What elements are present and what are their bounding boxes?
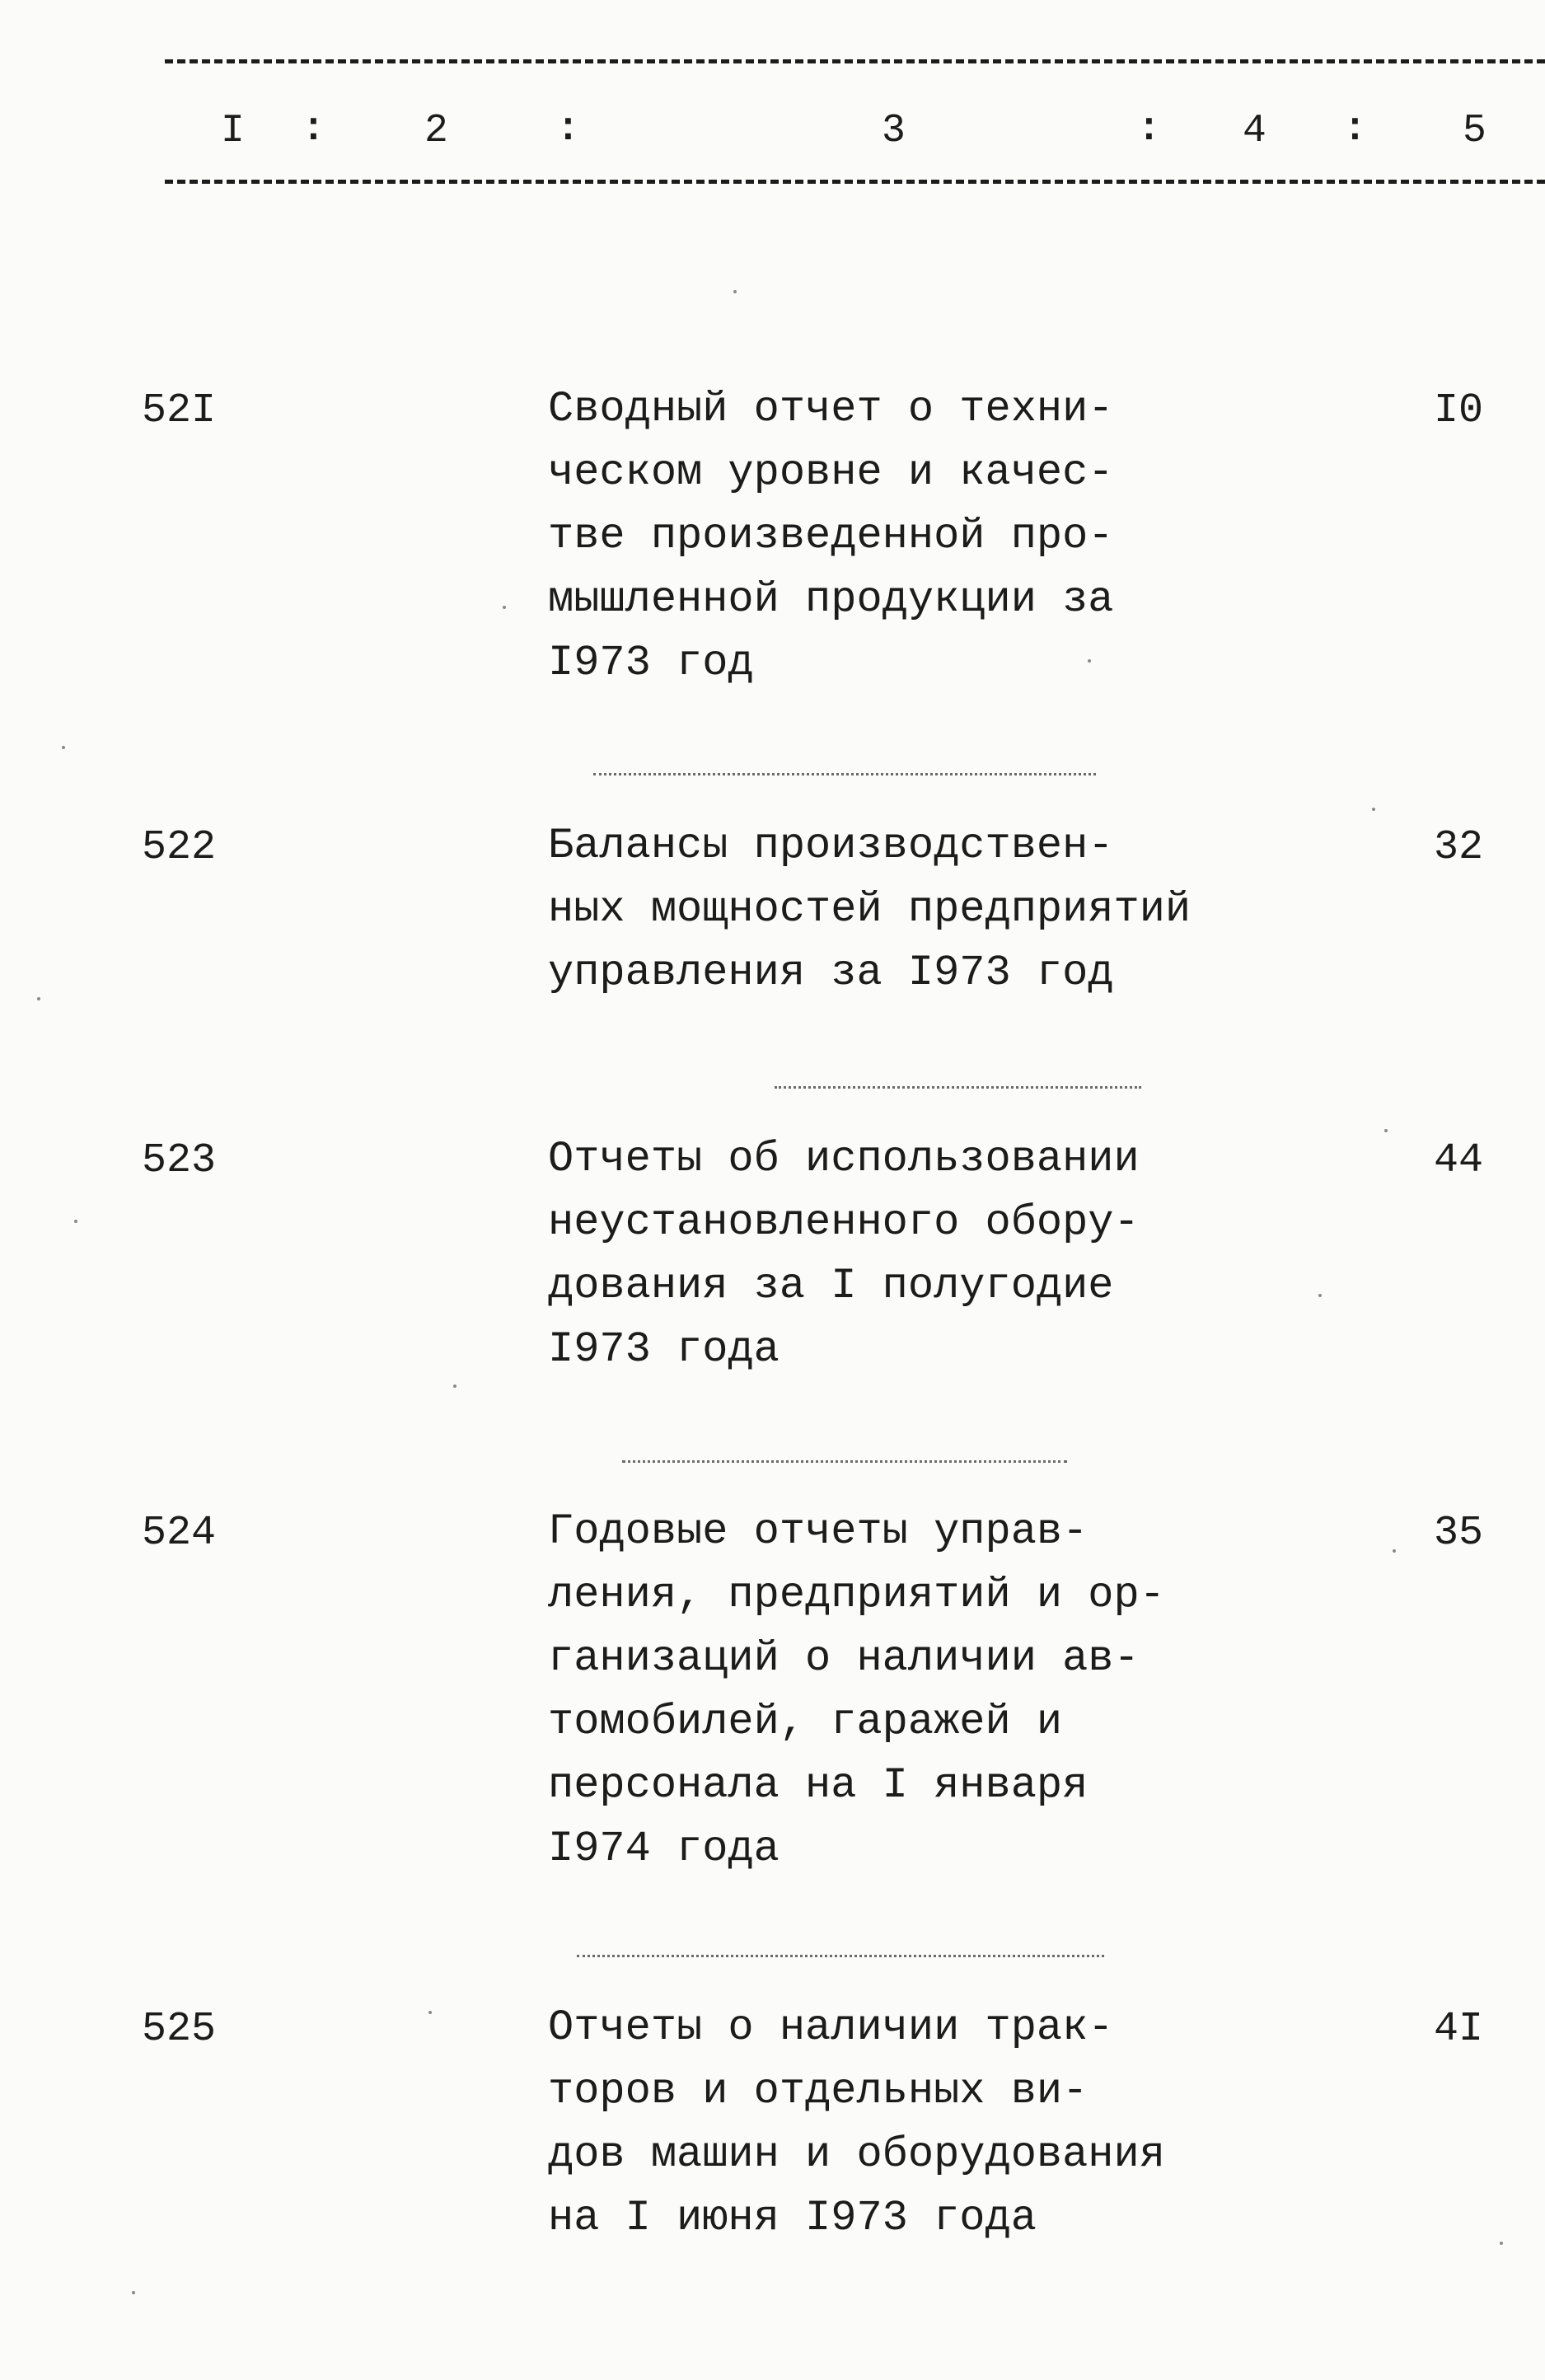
column-header-2: 2 (424, 109, 448, 153)
column-separator: : (1137, 107, 1161, 152)
record-title-line: мышленной продукции за (548, 575, 1114, 624)
header-top-rule (165, 59, 1545, 63)
record-separator (622, 1460, 1067, 1463)
record-title-line: дов машин и оборудования (548, 2130, 1165, 2179)
record-title (548, 1500, 1207, 1881)
scan-speck (733, 290, 737, 293)
record-sheet-count: 35 (1434, 1510, 1484, 1557)
record-title-line: I974 года (548, 1825, 780, 1873)
record-separator (593, 773, 1096, 775)
scan-speck (74, 1220, 77, 1223)
record-title-line: Годовые отчеты управ- (548, 1507, 1089, 1556)
column-separator: : (1343, 107, 1367, 152)
record-number: 523 (142, 1137, 217, 1184)
scan-speck (428, 2011, 432, 2014)
record-title (548, 1996, 1207, 2250)
scan-speck (1384, 1129, 1388, 1132)
scan-speck (503, 606, 506, 609)
record-title-line: персонала на I января (548, 1761, 1089, 1810)
scan-speck (37, 997, 40, 1000)
record-separator (577, 1955, 1104, 1957)
record-title-line: томобилей, гаражей и (548, 1698, 1063, 1746)
record-title-line: I973 год (548, 639, 754, 687)
scan-speck (453, 1384, 456, 1388)
column-header-4: 4 (1243, 109, 1266, 153)
column-header-5: 5 (1463, 109, 1486, 153)
record-title-line: на I июня I973 года (548, 2194, 1037, 2242)
record-title-line: Балансы производствен- (548, 822, 1114, 870)
scan-speck (1088, 659, 1091, 663)
record-title-line: дования за I полугодие (548, 1262, 1114, 1310)
scan-speck (1393, 1549, 1396, 1553)
record-title-line: I973 года (548, 1325, 780, 1374)
record-title-line: торов и отдельных ви- (548, 2067, 1089, 2115)
column-separator: : (556, 107, 580, 152)
record-title-line: ления, предприятий и ор- (548, 1571, 1165, 1619)
record-title-line: Отчеты об использовании (548, 1135, 1140, 1183)
record-title (548, 814, 1207, 1005)
scan-speck (62, 746, 65, 749)
record-title (548, 377, 1207, 695)
record-sheet-count: I0 (1434, 387, 1484, 434)
column-header-1: I (221, 109, 245, 153)
record-number: 52I (142, 387, 217, 434)
record-title-line: управления за I973 год (548, 949, 1114, 997)
header-bottom-rule (165, 180, 1545, 184)
record-sheet-count: 4I (1434, 2006, 1484, 2053)
record-title-line: ганизаций о наличии ав- (548, 1634, 1140, 1683)
scan-speck (1318, 1294, 1322, 1297)
record-title-line: тве произведенной про- (548, 512, 1114, 560)
record-number: 522 (142, 824, 217, 871)
record-sheet-count: 44 (1434, 1137, 1484, 1184)
column-header-row (0, 99, 1545, 173)
scan-speck (1500, 2242, 1503, 2245)
record-number: 525 (142, 2006, 217, 2053)
column-header-3: 3 (882, 109, 906, 153)
record-sheet-count: 32 (1434, 824, 1484, 871)
record-title (548, 1127, 1207, 1381)
record-title-line: Сводный отчет о техни- (548, 385, 1114, 433)
record-title-line: Отчеты о наличии трак- (548, 2003, 1114, 2052)
scan-speck (1372, 808, 1375, 811)
record-title-line: ческом уровне и качес- (548, 448, 1114, 497)
record-separator (775, 1086, 1141, 1089)
record-title-line: неустановленного обору- (548, 1198, 1140, 1247)
scan-speck (132, 2291, 135, 2294)
column-separator: : (302, 107, 325, 152)
record-number: 524 (142, 1510, 217, 1557)
record-title-line: ных мощностей предприятий (548, 885, 1192, 934)
